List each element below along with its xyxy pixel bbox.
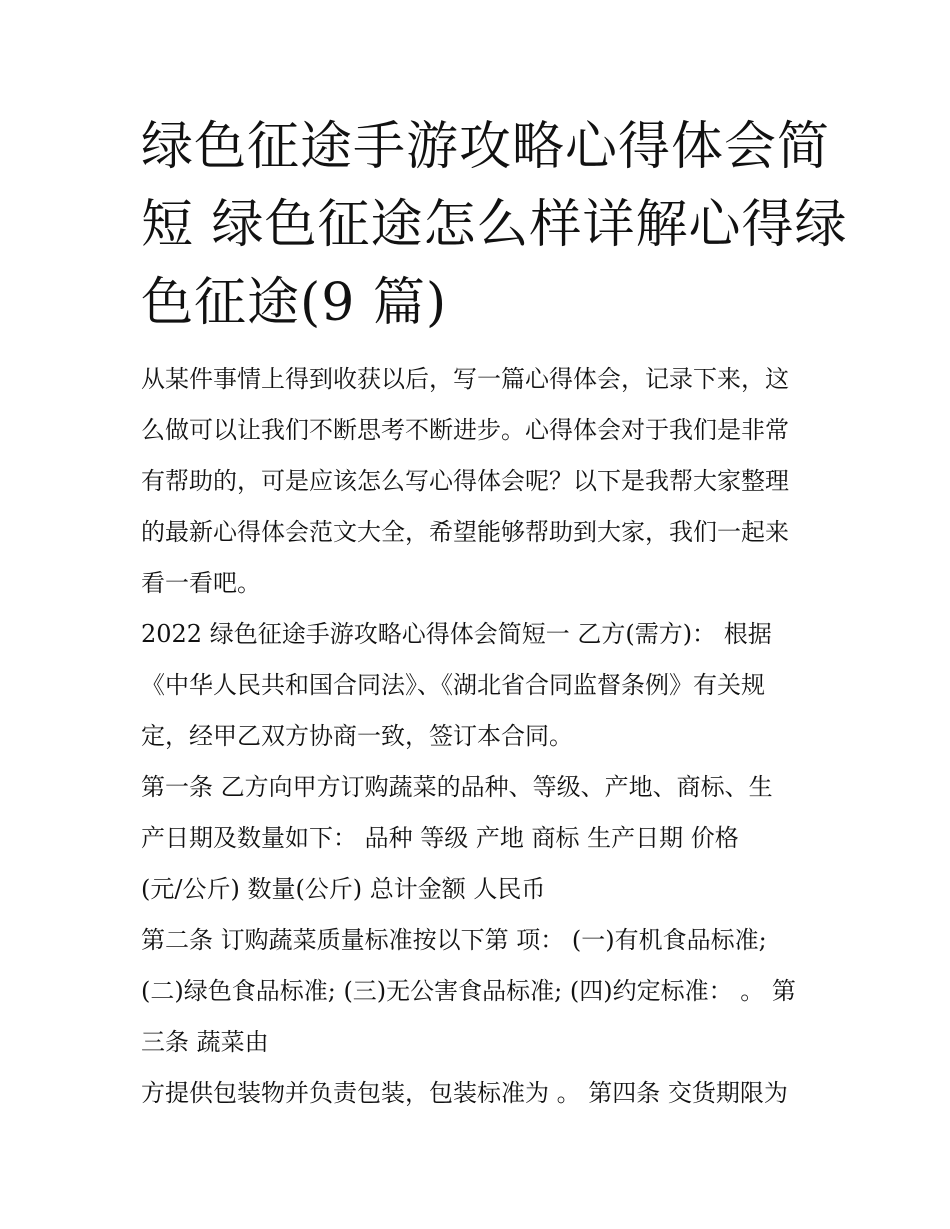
text-line: (元/公斤) 数量(公斤) 总计金额 人民币 <box>141 875 546 903</box>
text-line: 定，经甲乙双方协商一致，签订本合同。 <box>141 722 573 750</box>
title-line: 短 绿色征途怎么样详解心得绿 <box>141 195 848 255</box>
text-line: 看一看吧。 <box>141 569 261 597</box>
text-line: 从某件事情上得到收获以后，写一篇心得体会，记录下来，这 <box>141 365 789 393</box>
article-two-paragraph <box>141 915 813 1068</box>
text-line: 2022 绿色征途手游攻略心得体会简短一 乙方(需方)： 根据 <box>141 620 772 648</box>
article-one-paragraph <box>141 762 813 915</box>
document-title <box>141 108 848 342</box>
document-body <box>141 354 813 1119</box>
text-line: 第二条 订购蔬菜质量标准按以下第 项： (一)有机食品标准; <box>141 926 767 954</box>
text-line: 方提供包装物并负责包装，包装标准为 。 第四条 交货期限为 <box>141 1079 788 1107</box>
text-line: 《中华人民共和国合同法》、《湖北省合同监督条例》有关规 <box>141 671 765 699</box>
text-line: 的最新心得体会范文大全，希望能够帮助到大家，我们一起来 <box>141 518 789 546</box>
title-line: 绿色征途手游攻略心得体会简 <box>141 117 831 177</box>
text-line: 三条 蔬菜由 <box>141 1028 269 1056</box>
text-line: 第一条 乙方向甲方订购蔬菜的品种、等级、产地、商标、生 <box>141 773 773 801</box>
text-line: (二)绿色食品标准; (三)无公害食品标准; (四)约定标准： 。 第 <box>141 977 796 1005</box>
document-page <box>141 108 848 1119</box>
intro-paragraph <box>141 354 813 609</box>
text-line: 有帮助的，可是应该怎么写心得体会呢？以下是我帮大家整理 <box>141 467 789 495</box>
text-line: 么做可以让我们不断思考不断进步。心得体会对于我们是非常 <box>141 416 789 444</box>
contract-intro-paragraph <box>141 609 813 762</box>
title-line: 色征途(9 篇) <box>141 273 448 333</box>
text-line: 产日期及数量如下： 品种 等级 产地 商标 生产日期 价格 <box>141 824 739 852</box>
packaging-paragraph <box>141 1068 813 1119</box>
